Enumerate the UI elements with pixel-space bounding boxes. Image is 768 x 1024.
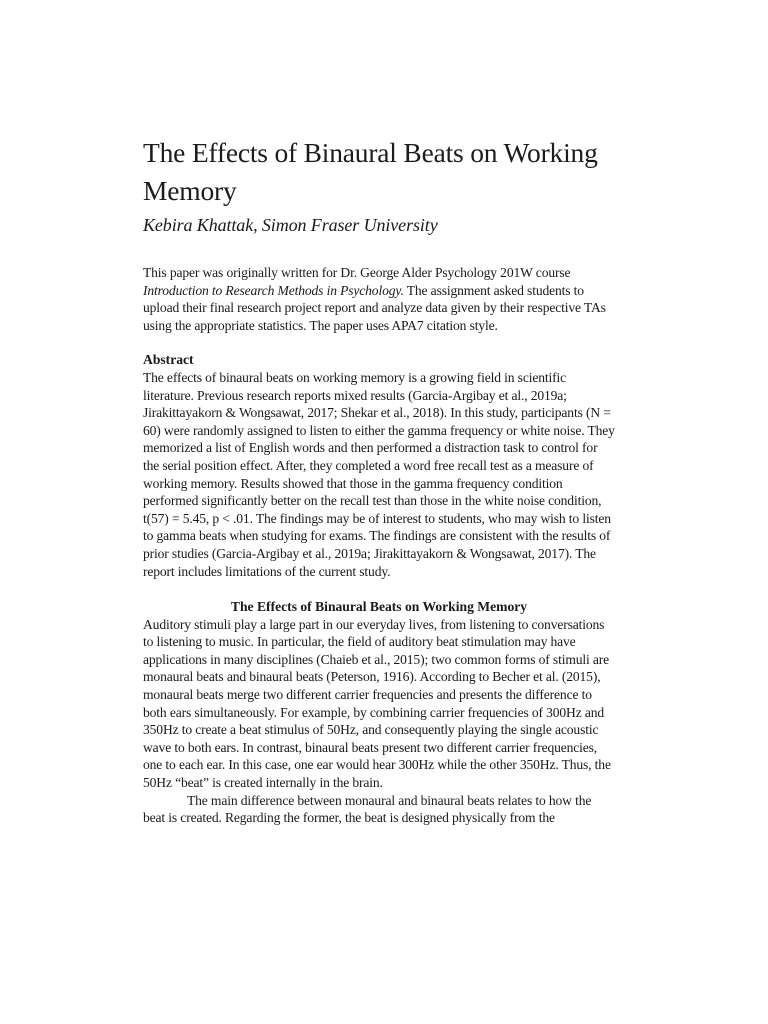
intro-text-part2: The assignment asked students to upload their final research project report and analyze data given by their respective TAs using the appropriate statistics. The paper uses APA7 citation style.	[143, 282, 606, 333]
course-name: Introduction to Research Methods in Psychology.	[143, 282, 404, 298]
body-paragraph-1: Auditory stimuli play a large part in our everyday lives, from listening to conversations to listening to music. In particular, the field of auditory beat stimulation may have applications in many disciplines (Chaieb et al., 2015); two common forms of stimuli are monaural beats and binaural beats (Peterson, 1916). According to Becher et al. (2015), monaural beats merge two different carrier frequencies and presents the difference to both ears simultaneously. For example, by combining carrier frequencies of 300Hz and 350Hz to create a beat stimulus of 50Hz, and consequently playing the single acoustic wave to both ears. In contrast, binaural beats present two different carrier frequencies, one to each ear. In this case, one ear would hear 300Hz while the other 350Hz. Thus, the 50Hz “beat” is created internally in the brain.	[143, 616, 611, 791]
paper-authors: Kebira Khattak, Simon Fraser University	[143, 215, 438, 235]
abstract-text: The effects of binaural beats on working memory is a growing field in scientific literature. Previous research reports mixed results (Garcia-Argibay et al., 2019a; Jirakittayakorn & Wongsawat, 2017; Shekar et al., 2018). In this study, participants (N = 60) were randomly assigned to listen to either the gamma frequency or white noise. They memorized a list of English words and then performed a distraction task to control for the serial position effect. After, they completed a word free recall test as a measure of working memory. Results showed that those in the gamma frequency condition performed significantly better on the recall test than those in the white noise condition, t(57) = 5.45, p < .01. The findings may be of interest to students, who may wish to listen to gamma beats when studying for exams. The findings are consistent with the results of prior studies (Garcia-Argibay et al., 2019a; Jirakittayakorn & Wongsawat, 2017). The report includes limitations of the current study.	[143, 369, 615, 579]
intro-text-part1: This paper was originally written for Dr. George Alder Psychology 201W course	[143, 265, 571, 280]
section-heading: The Effects of Binaural Beats on Working Memory	[230, 599, 528, 615]
intro-note	[143, 264, 615, 334]
paper-page	[143, 134, 615, 827]
paper-title: The Effects of Binaural Beats on Working Memory	[143, 137, 598, 206]
abstract-heading: Abstract	[143, 352, 194, 368]
body-paragraph-2: The main difference between monaural and binaural beats relates to how the beat is created. Regarding the former, the beat is designed physically from the	[143, 792, 592, 826]
